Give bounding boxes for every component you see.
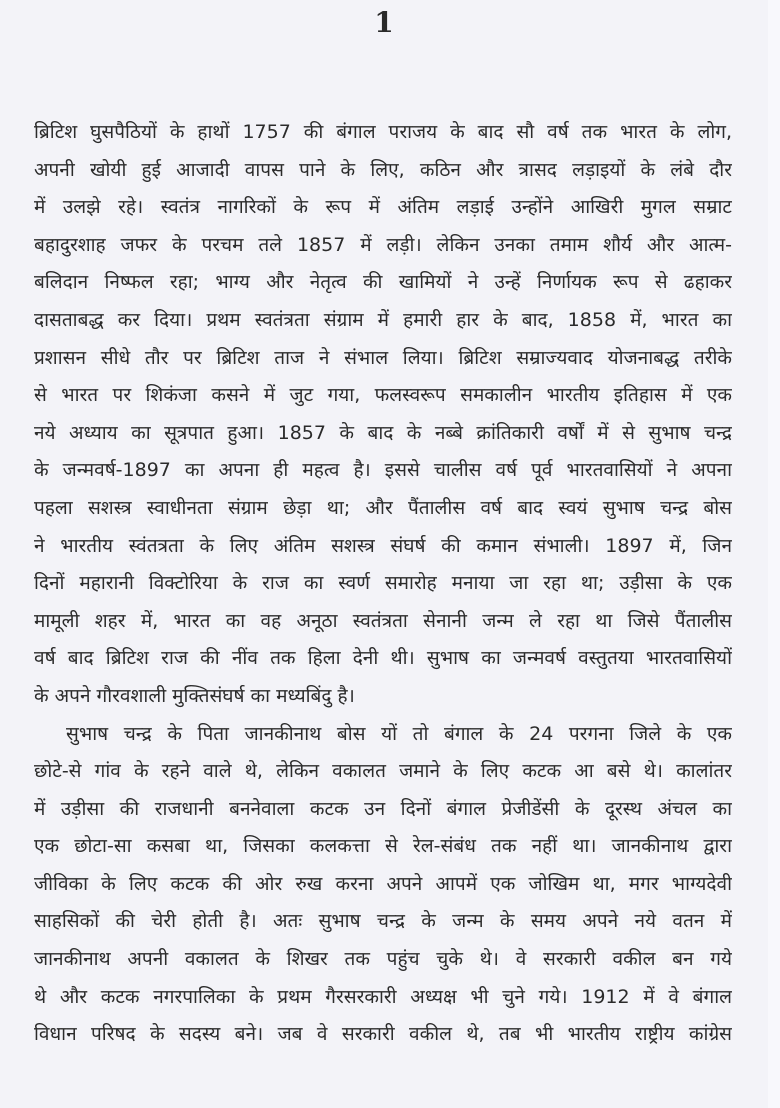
text-line: के जन्मवर्ष-1897 का अपना ही महत्व है। इससे चालीस वर्ष पूर्व भारतवासियों ने अपना bbox=[34, 459, 732, 482]
paragraph-1 bbox=[34, 114, 732, 716]
text-line: विधान परिषद के सदस्य बने। जब वे सरकारी वकील थे, तब भी भारतीय राष्ट्रीय कांग्रेस bbox=[34, 1023, 732, 1046]
page-number: 1 bbox=[374, 6, 394, 39]
text-line: मामूली शहर में, भारत का वह अनूठा स्वतंत्रता सेनानी जन्म ले रहा था जिसे पैंतालीस bbox=[34, 609, 732, 632]
text-line: नये अध्याय का सूत्रपात हुआ। 1857 के बाद के नब्बे क्रांतिकारी वर्षों में से सुभाष चन्द्र bbox=[34, 421, 732, 444]
text-line: पहला सशस्त्र स्वाधीनता संग्राम छेड़ा था; और पैंतालीस वर्ष बाद स्वयं सुभाष चन्द्र बोस bbox=[34, 496, 732, 519]
text-line: ने भारतीय स्वंतत्रता के लिए अंतिम सशस्त्र संघर्ष की कमान संभाली। 1897 में, जिन bbox=[34, 534, 732, 557]
text-line: दासताबद्ध कर दिया। प्रथम स्वतंत्रता संग्राम में हमारी हार के बाद, 1858 में, भारत का bbox=[34, 308, 732, 331]
text-line: साहसिकों की चेरी होती है। अतः सुभाष चन्द्र के जन्म के समय अपने नये वतन में bbox=[34, 910, 732, 933]
text-line: में उलझे रहे। स्वतंत्र नागरिकों के रूप में अंतिम लड़ाई उन्होंने आखिरी मुगल सम्राट bbox=[34, 196, 732, 219]
text-line: बलिदान निष्फल रहा; भाग्य और नेतृत्व की खामियों ने उन्हें निर्णायक रूप से ढहाकर bbox=[34, 271, 732, 294]
page-body-text bbox=[34, 114, 732, 1054]
text-line: से भारत पर शिकंजा कसने में जुट गया, फलस्वरूप समकालीन भारतीय इतिहास में एक bbox=[34, 384, 732, 407]
text-line: के अपने गौरवशाली मुक्तिसंघर्ष का मध्यबिंदु है। bbox=[34, 684, 355, 707]
text-line: बहादुरशाह जफर के परचम तले 1857 में लड़ी। लेकिन उनका तमाम शौर्य और आत्म- bbox=[34, 233, 732, 256]
text-line: में उड़ीसा की राजधानी बननेवाला कटक उन दिनों बंगाल प्रेजीडेंसी के दूरस्थ अंचल का bbox=[34, 797, 732, 820]
text-line: जीविका के लिए कटक की ओर रुख करना अपने आपमें एक जोखिम था, मगर भाग्यदेवी bbox=[34, 872, 732, 895]
text-line: वर्ष बाद ब्रिटिश राज की नींव तक हिला देनी थी। सुभाष का जन्मवर्ष वस्तुतया भारतवासियों bbox=[34, 647, 732, 670]
paragraph-2 bbox=[34, 716, 732, 1054]
text-line: जानकीनाथ अपनी वकालत के शिखर तक पहुंच चुके थे। वे सरकारी वकील बन गये bbox=[34, 948, 732, 971]
text-line: सुभाष चन्द्र के पिता जानकीनाथ बोस यों तो बंगाल के 24 परगना जिले के एक bbox=[66, 722, 732, 745]
text-line: दिनों महारानी विक्टोरिया के राज का स्वर्ण समारोह मनाया जा रहा था; उड़ीसा के एक bbox=[34, 572, 732, 595]
text-line: छोटे-से गांव के रहने वाले थे, लेकिन वकालत जमाने के लिए कटक आ बसे थे। कालांतर bbox=[34, 760, 732, 783]
text-line: थे और कटक नगरपालिका के प्रथम गैरसरकारी अध्यक्ष भी चुने गये। 1912 में वे बंगाल bbox=[34, 985, 732, 1008]
text-line: प्रशासन सीधे तौर पर ब्रिटिश ताज ने संभाल लिया। ब्रिटिश सम्राज्यवाद योजनाबद्ध तरीके bbox=[34, 346, 732, 369]
text-line: अपनी खोयी हुई आजादी वापस पाने के लिए, कठिन और त्रासद लड़ाइयों के लंबे दौर bbox=[34, 158, 732, 181]
text-line: ब्रिटिश घुसपैठियों के हाथों 1757 की बंगाल पराजय के बाद सौ वर्ष तक भारत के लोग, bbox=[34, 121, 732, 143]
page-edge bbox=[768, 0, 780, 1108]
text-line: एक छोटा-सा कसबा था, जिसका कलकत्ता से रेल-संबंध तक नहीं था। जानकीनाथ द्वारा bbox=[34, 835, 732, 858]
